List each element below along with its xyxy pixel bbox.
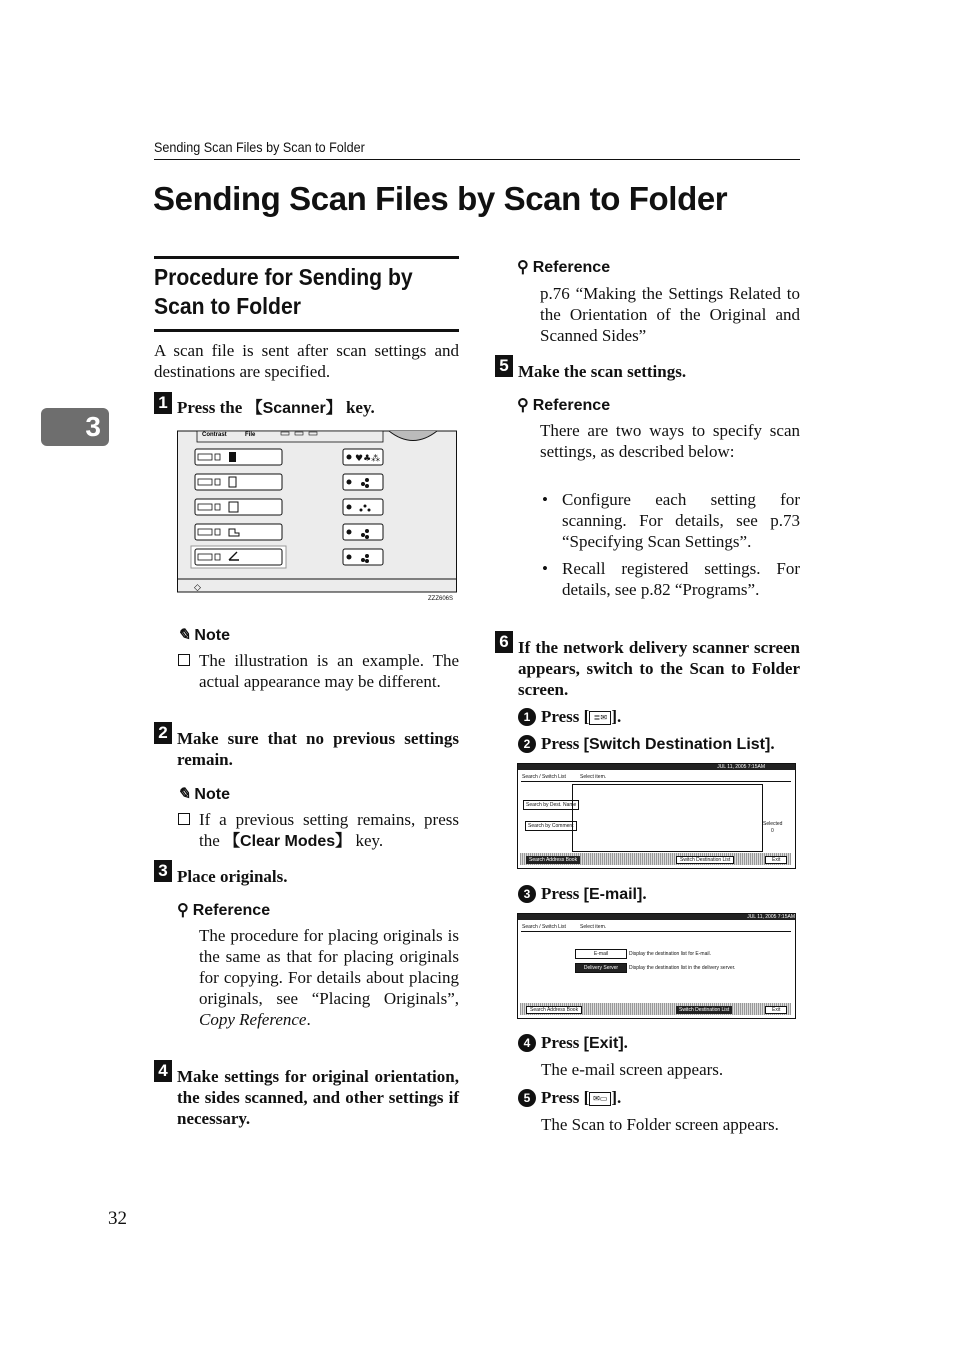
screen-2-divider: [521, 931, 791, 932]
screen-1-date: JUL 11, 2005 7:15AM: [717, 764, 765, 770]
step-1-number: 1: [154, 392, 172, 414]
reference-3-end: .: [306, 1010, 311, 1029]
note-icon: ✎: [177, 786, 191, 803]
search-by-dest-name-button[interactable]: Search by Dest. Name: [523, 800, 579, 810]
note-2-label: Note: [194, 786, 230, 803]
figure-code: ZZZ606S: [428, 596, 454, 602]
step-2-number: 2: [154, 722, 172, 744]
step-1-text: [177, 397, 459, 419]
substep-1-post: ].: [611, 707, 622, 726]
screen-1-selected-label: Selected: [763, 821, 783, 827]
email-option-desc: Display the destination list for E-mail.: [629, 951, 711, 957]
reference-5-label: Reference: [532, 397, 611, 414]
control-panel-figure: [177, 430, 457, 593]
email-key-label: [E-mail]: [583, 886, 643, 903]
switch-list-screen-2: [517, 913, 796, 1019]
reference-icon: ⚲: [517, 397, 529, 414]
substep-4-text: [541, 1032, 628, 1054]
note-1-checkbox-icon: [178, 654, 190, 666]
note-1-text: The illustration is an example. The actual appearance may be different.: [199, 651, 459, 691]
reference-3: [177, 900, 270, 920]
section-title-line2: Scan to Folder: [154, 293, 301, 319]
screen-1-tab: Search / Switch List: [522, 774, 566, 780]
scan-to-folder-key-icon: ✉▭: [589, 1092, 611, 1106]
substep-4-post: .: [623, 1033, 628, 1052]
page-title: Sending Scan Files by Scan to Folder: [153, 180, 728, 217]
substep-5-number: 5: [518, 1089, 536, 1107]
step-5-text: Make the scan settings.: [518, 362, 687, 381]
substep-5-pre: Press [: [541, 1088, 590, 1107]
substep-3-post: .: [642, 884, 647, 903]
svg-text:◇: ◇: [194, 583, 201, 593]
note-2-checkbox-icon: [178, 813, 190, 825]
screen-1-list-area: [572, 784, 763, 852]
note-2-text: [199, 809, 459, 852]
switch-list-screen-1: [517, 763, 796, 869]
step-1-post: key.: [341, 398, 375, 417]
substep-2-text: [541, 733, 775, 755]
exit-button[interactable]: Exit: [765, 1006, 787, 1014]
delivery-server-option-desc: Display the destination list in the delivery server.: [629, 965, 736, 971]
scanner-key-label: 【Scanner】: [246, 400, 342, 417]
search-address-book-button[interactable]: Search Address Book: [526, 1006, 582, 1014]
chapter-tab: 3: [41, 408, 109, 446]
step-6-text: If the network delivery scanner screen appears, switch to the Scan to Folder screen.: [518, 638, 800, 699]
substep-2-post: .: [770, 734, 775, 753]
substep-5-desc: The Scan to Folder screen appears.: [541, 1115, 779, 1134]
substep-4-desc: The e-mail screen appears.: [541, 1060, 724, 1079]
switch-destination-list-button[interactable]: Switch Destination List: [676, 856, 734, 864]
screen-2-prompt: Select item.: [580, 924, 607, 930]
reference-3-label: Reference: [192, 902, 271, 919]
section-title-line1: Procedure for Sending by: [154, 264, 413, 290]
note-1-label: Note: [194, 627, 230, 644]
switch-destination-list-button[interactable]: Switch Destination List: [676, 1006, 732, 1014]
screen-2-date: JUL 11, 2005 7:15AM: [747, 914, 795, 920]
reference-5-intro: There are two ways to specify scan settings, as described below:: [540, 421, 800, 461]
note-2-post: key.: [351, 831, 384, 850]
running-header: Sending Scan Files by Scan to Folder: [154, 139, 365, 155]
step-2-text: Make sure that no previous settings remain.: [177, 729, 459, 769]
screen-1-prompt: Select item.: [580, 774, 607, 780]
note-2: [177, 784, 230, 804]
bullet-item: • Configure each setting for scanning. For details, see p.73 “Specifying Scan Settings”.: [540, 489, 800, 552]
note-icon: ✎: [177, 627, 191, 644]
search-address-book-button[interactable]: Search Address Book: [526, 856, 580, 864]
control-panel-illustration: [177, 430, 457, 593]
clear-modes-key-label: 【Clear Modes】: [224, 833, 352, 850]
email-option-button[interactable]: E-mail: [575, 949, 627, 959]
substep-3-text: [541, 883, 647, 905]
section-title: [154, 263, 435, 321]
page-number: 32: [108, 1208, 127, 1229]
reference-4-label: Reference: [532, 259, 611, 276]
step-5-number: 5: [495, 355, 513, 377]
substep-5-text: [541, 1087, 621, 1108]
section-rule-top: [154, 256, 459, 259]
substep-5-post: ].: [611, 1088, 622, 1107]
reference-3-body: The procedure for placing originals is the same as that for placing originals for copying. For details about placing originals, see “Placing Originals”,: [199, 926, 459, 1008]
reference-5-bullets: [540, 489, 800, 606]
bullet-item: • Recall registered settings. For details, see p.82 “Programs”.: [540, 558, 800, 600]
screen-2-tab: Search / Switch List: [522, 924, 566, 930]
substep-3-number: 3: [518, 885, 536, 903]
substep-2-number: 2: [518, 735, 536, 753]
substep-2-pre: Press: [541, 734, 584, 753]
note-2-pre: If a previous setting remains, press the: [199, 810, 459, 850]
exit-key-label: [Exit]: [583, 1035, 624, 1052]
step-3-number: 3: [154, 860, 172, 882]
screen-1-divider: [521, 781, 791, 782]
delivery-server-option-button[interactable]: Delivery Server: [575, 963, 627, 973]
panel-file-label: File: [245, 432, 256, 438]
destination-list-key-icon: ≣✉: [589, 711, 611, 725]
reference-3-text: [199, 925, 459, 1030]
reference-3-italic: Copy Reference: [199, 1010, 307, 1029]
exit-button[interactable]: Exit: [765, 856, 787, 864]
reference-icon: ⚲: [177, 902, 189, 919]
step-4-number: 4: [154, 1060, 172, 1082]
step-6-number: 6: [495, 631, 513, 653]
step-4-text: Make settings for original orientation, the sides scanned, and other settings if necessary.: [177, 1067, 459, 1128]
substep-1-number: 1: [518, 708, 536, 726]
note-1: [177, 625, 230, 645]
substep-4-number: 4: [518, 1034, 536, 1052]
svg-text:♥♣⁂: ♥♣⁂: [355, 454, 381, 464]
substep-4-pre: Press: [541, 1033, 584, 1052]
switch-destination-list-key: [Switch Destination List]: [583, 736, 771, 753]
reference-4: [517, 257, 610, 277]
header-rule: [154, 159, 800, 160]
reference-icon: ⚲: [517, 259, 529, 276]
section-rule-bottom: [154, 329, 459, 332]
reference-4-text: p.76 “Making the Settings Related to the Orientation of the Original and Scanned Sides”: [540, 284, 800, 345]
screen-1-selected-count: 0: [771, 828, 774, 834]
substep-3-pre: Press: [541, 884, 584, 903]
step-3-text: Place originals.: [177, 867, 288, 886]
substep-1-text: [541, 706, 621, 727]
substep-1-pre: Press [: [541, 707, 590, 726]
section-intro: A scan file is sent after scan settings and destinations are specified.: [154, 341, 459, 381]
panel-contrast-label: Contrast: [202, 432, 227, 438]
step-1-pre: Press the: [177, 398, 247, 417]
search-by-comment-button[interactable]: Search by Comment: [525, 821, 577, 831]
reference-5: [517, 395, 610, 415]
